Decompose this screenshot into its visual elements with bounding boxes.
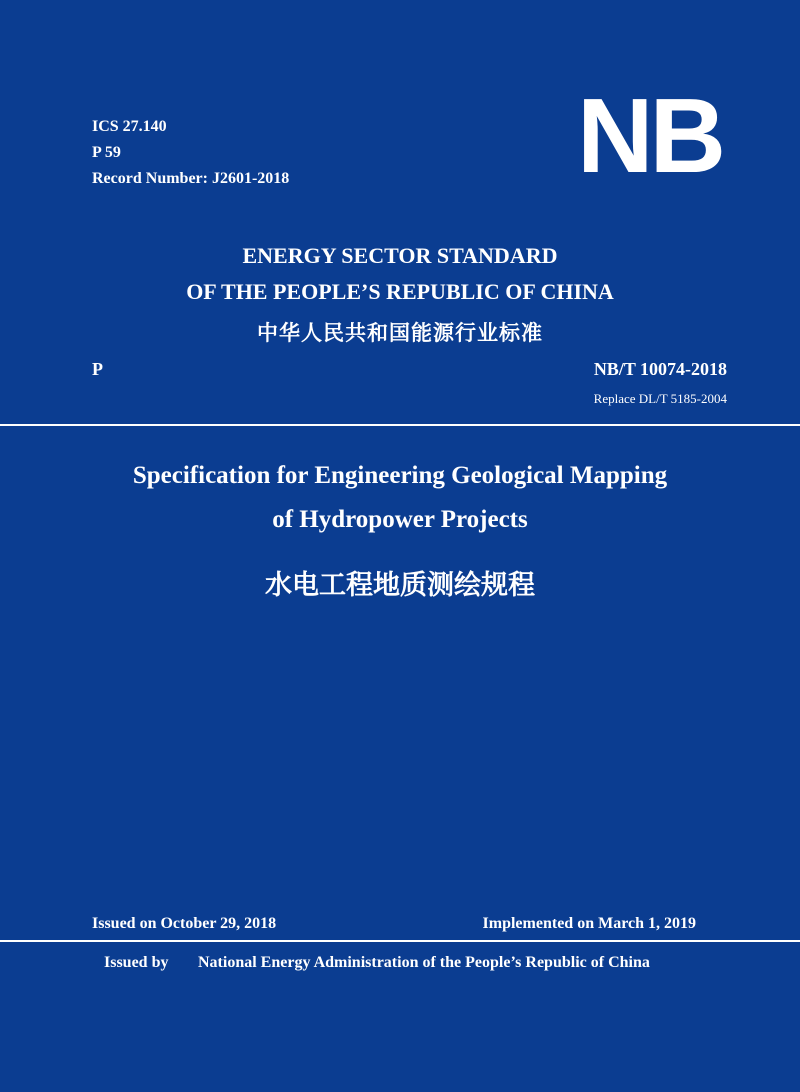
sector-title-chinese: 中华人民共和国能源行业标准 bbox=[257, 321, 543, 345]
bottom-divider bbox=[0, 940, 800, 942]
classification-block bbox=[92, 114, 289, 192]
category-letter: P bbox=[92, 359, 103, 379]
top-divider bbox=[0, 424, 800, 426]
standard-number: NB/T 10074-2018 bbox=[593, 359, 727, 379]
issuer-label: Issued by bbox=[104, 954, 169, 971]
issuer-name: National Energy Administration of the People’s Republic of China bbox=[198, 954, 650, 971]
issuer-line bbox=[104, 954, 650, 972]
document-title-english-line-1: Specification for Engineering Geological Mapping bbox=[132, 462, 668, 489]
document-title-english-line-2: of Hydropower Projects bbox=[272, 506, 528, 533]
issued-date: Issued on October 29, 2018 bbox=[92, 915, 277, 932]
ics-code: ICS 27.140 bbox=[92, 118, 167, 135]
category-code: P 59 bbox=[92, 144, 121, 161]
replaces-note: Replace DL/T 5185-2004 bbox=[593, 391, 727, 406]
sector-title-english-line-2: OF THE PEOPLE’S REPUBLIC OF CHINA bbox=[186, 279, 614, 304]
record-number: Record Number: J2601-2018 bbox=[92, 170, 290, 187]
nb-logo: NB bbox=[577, 77, 723, 195]
implemented-date: Implemented on March 1, 2019 bbox=[482, 915, 696, 932]
document-title-chinese: 水电工程地质测绘规程 bbox=[265, 570, 535, 601]
sector-title-english-line-1: ENERGY SECTOR STANDARD bbox=[242, 243, 558, 268]
